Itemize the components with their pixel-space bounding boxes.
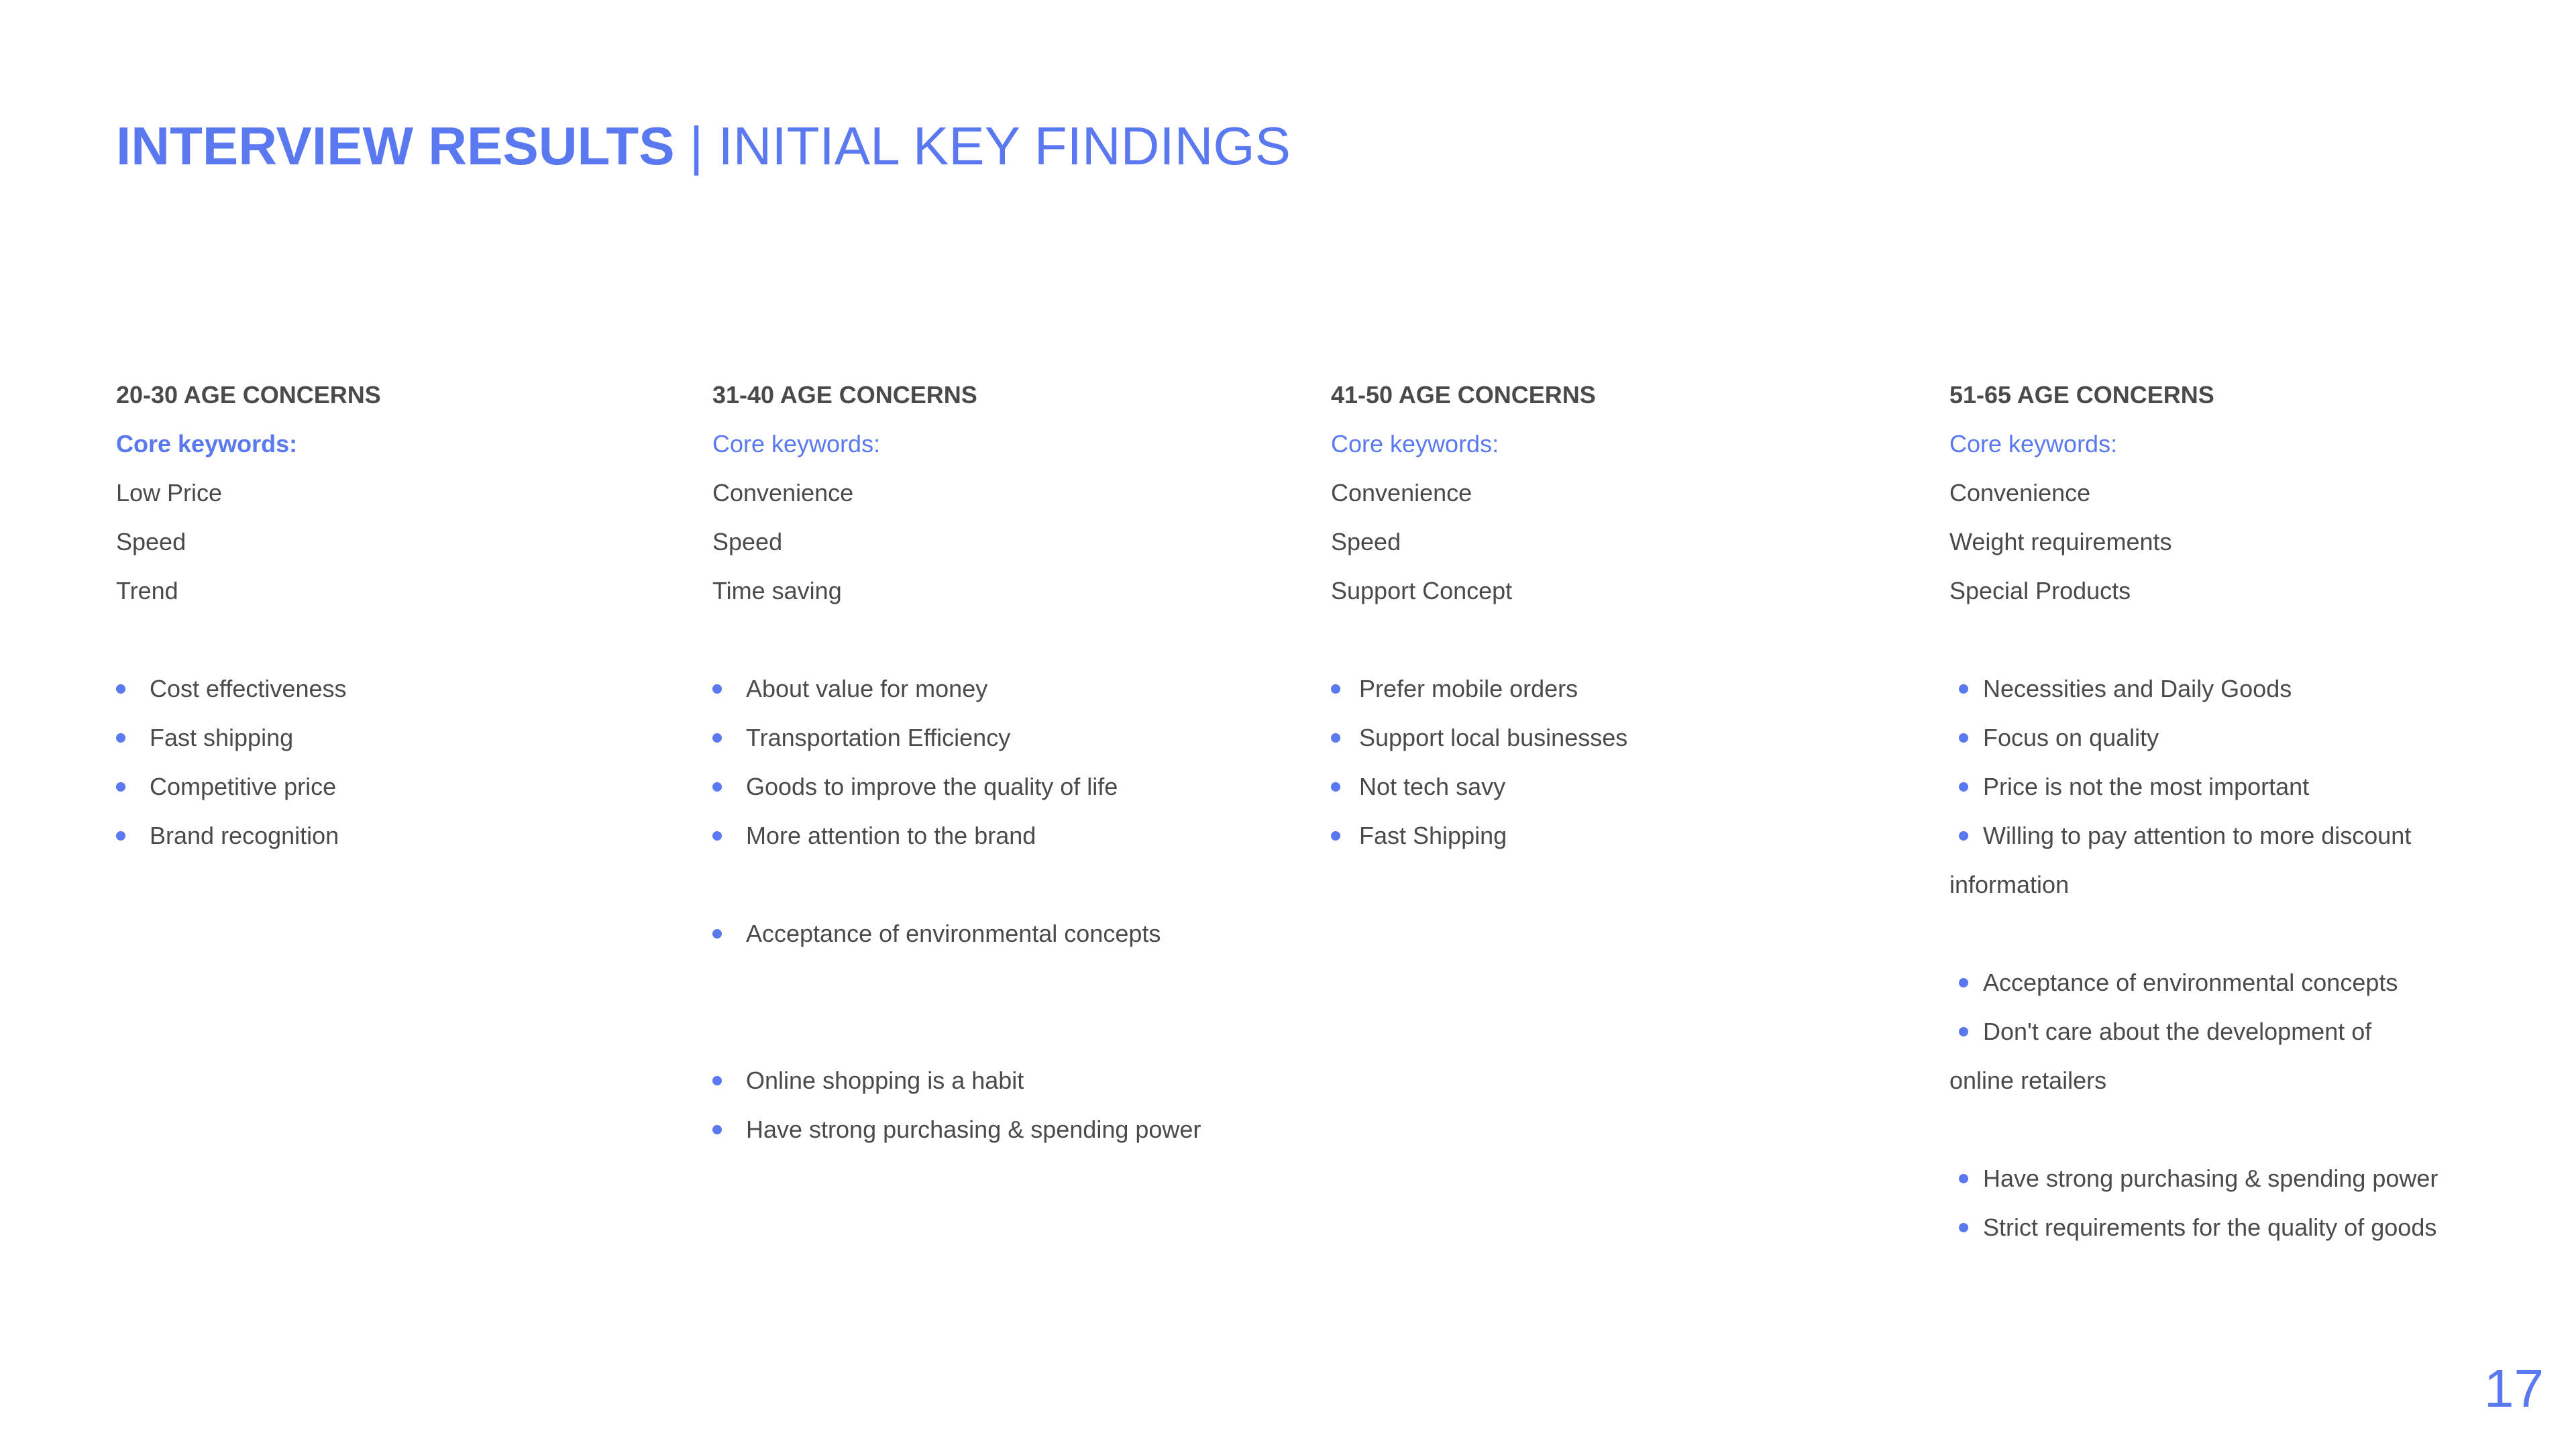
column-51-65	[1949, 370, 2500, 1252]
keyword: Speed	[116, 528, 186, 555]
bullet-continuation: online retailers	[1949, 1067, 2107, 1094]
bullet-dot-icon	[1959, 733, 1968, 743]
keyword: Special Products	[1949, 577, 2131, 604]
column-heading: 20-30 AGE CONCERNS	[116, 381, 381, 409]
bullet-dot-icon	[712, 831, 722, 841]
bullet-item: Focus on quality	[1949, 713, 2500, 762]
bullet-item: Price is not the most important	[1949, 762, 2500, 811]
bullet-dot-icon	[712, 1076, 722, 1085]
bullet-dot-icon	[712, 929, 722, 938]
bullet-dot-icon	[1959, 782, 1968, 792]
bullet-item: Transportation Efficiency	[712, 713, 1263, 762]
bullet-dot-icon	[1959, 1027, 1968, 1036]
keyword: Weight requirements	[1949, 528, 2172, 555]
keyword: Trend	[116, 577, 178, 604]
bullet-item: Not tech savy	[1331, 762, 1881, 811]
bullet-dot-icon	[1959, 978, 1968, 987]
column-heading: 51-65 AGE CONCERNS	[1949, 381, 2214, 409]
bullet-item: Support local businesses	[1331, 713, 1881, 762]
core-keywords-label: Core keywords:	[1331, 430, 1499, 458]
title-separator: |	[689, 116, 704, 176]
bullet-item: Necessities and Daily Goods	[1949, 664, 2500, 713]
bullet-dot-icon	[1959, 831, 1968, 841]
core-keywords-label: Core keywords:	[116, 430, 298, 458]
keyword: Convenience	[712, 479, 854, 506]
bullet-item: Fast shipping	[116, 713, 666, 762]
column-20-30	[116, 370, 666, 860]
column-heading: 31-40 AGE CONCERNS	[712, 381, 977, 409]
bullet-item: Acceptance of environmental concepts	[1949, 958, 2500, 1007]
bullet-item: Cost effectiveness	[116, 664, 666, 713]
title-bold: INTERVIEW RESULTS	[116, 116, 675, 176]
bullet-dot-icon	[116, 733, 125, 743]
bullet-item: Have strong purchasing & spending power	[712, 1105, 1263, 1154]
bullet-item: Goods to improve the quality of life	[712, 762, 1263, 811]
bullet-item: Acceptance of environmental concepts	[712, 909, 1263, 958]
bullet-continuation: information	[1949, 871, 2070, 898]
bullet-dot-icon	[1331, 782, 1340, 792]
bullet-item: Prefer mobile orders	[1331, 664, 1881, 713]
bullet-dot-icon	[712, 1125, 722, 1134]
core-keywords-label: Core keywords:	[1949, 430, 2118, 458]
bullet-dot-icon	[1331, 733, 1340, 743]
bullet-dot-icon	[712, 782, 722, 792]
bullet-dot-icon	[116, 831, 125, 841]
bullet-dot-icon	[1959, 1223, 1968, 1232]
keyword: Speed	[1331, 528, 1401, 555]
bullet-item: Fast Shipping	[1331, 811, 1881, 860]
bullet-dot-icon	[1959, 684, 1968, 694]
keyword: Time saving	[712, 577, 842, 604]
title-light: INITIAL KEY FINDINGS	[718, 116, 1291, 176]
column-41-50	[1331, 370, 1881, 860]
core-keywords-label: Core keywords:	[712, 430, 881, 458]
bullet-dot-icon	[712, 684, 722, 694]
bullet-item: Have strong purchasing & spending power	[1949, 1154, 2500, 1203]
bullet-item: Willing to pay attention to more discount	[1949, 811, 2500, 860]
bullet-item: Don't care about the development of	[1949, 1007, 2500, 1056]
bullet-item: Online shopping is a habit	[712, 1056, 1263, 1105]
bullet-dot-icon	[712, 733, 722, 743]
keyword: Support Concept	[1331, 577, 1513, 604]
page-number: 17	[2484, 1358, 2544, 1418]
column-31-40	[712, 370, 1263, 1154]
bullet-item: Brand recognition	[116, 811, 666, 860]
bullet-item: Strict requirements for the quality of goods	[1949, 1203, 2500, 1252]
bullet-dot-icon	[116, 782, 125, 792]
keyword: Speed	[712, 528, 783, 555]
bullet-dot-icon	[1331, 831, 1340, 841]
bullet-dot-icon	[1959, 1174, 1968, 1183]
column-heading: 41-50 AGE CONCERNS	[1331, 381, 1596, 409]
bullet-dot-icon	[1331, 684, 1340, 694]
keyword: Convenience	[1331, 479, 1472, 506]
bullet-item: More attention to the brand	[712, 811, 1263, 860]
bullet-dot-icon	[116, 684, 125, 694]
keyword: Low Price	[116, 479, 223, 506]
keyword: Convenience	[1949, 479, 2091, 506]
bullet-item: About value for money	[712, 664, 1263, 713]
bullet-item: Competitive price	[116, 762, 666, 811]
slide-title	[116, 113, 1291, 180]
